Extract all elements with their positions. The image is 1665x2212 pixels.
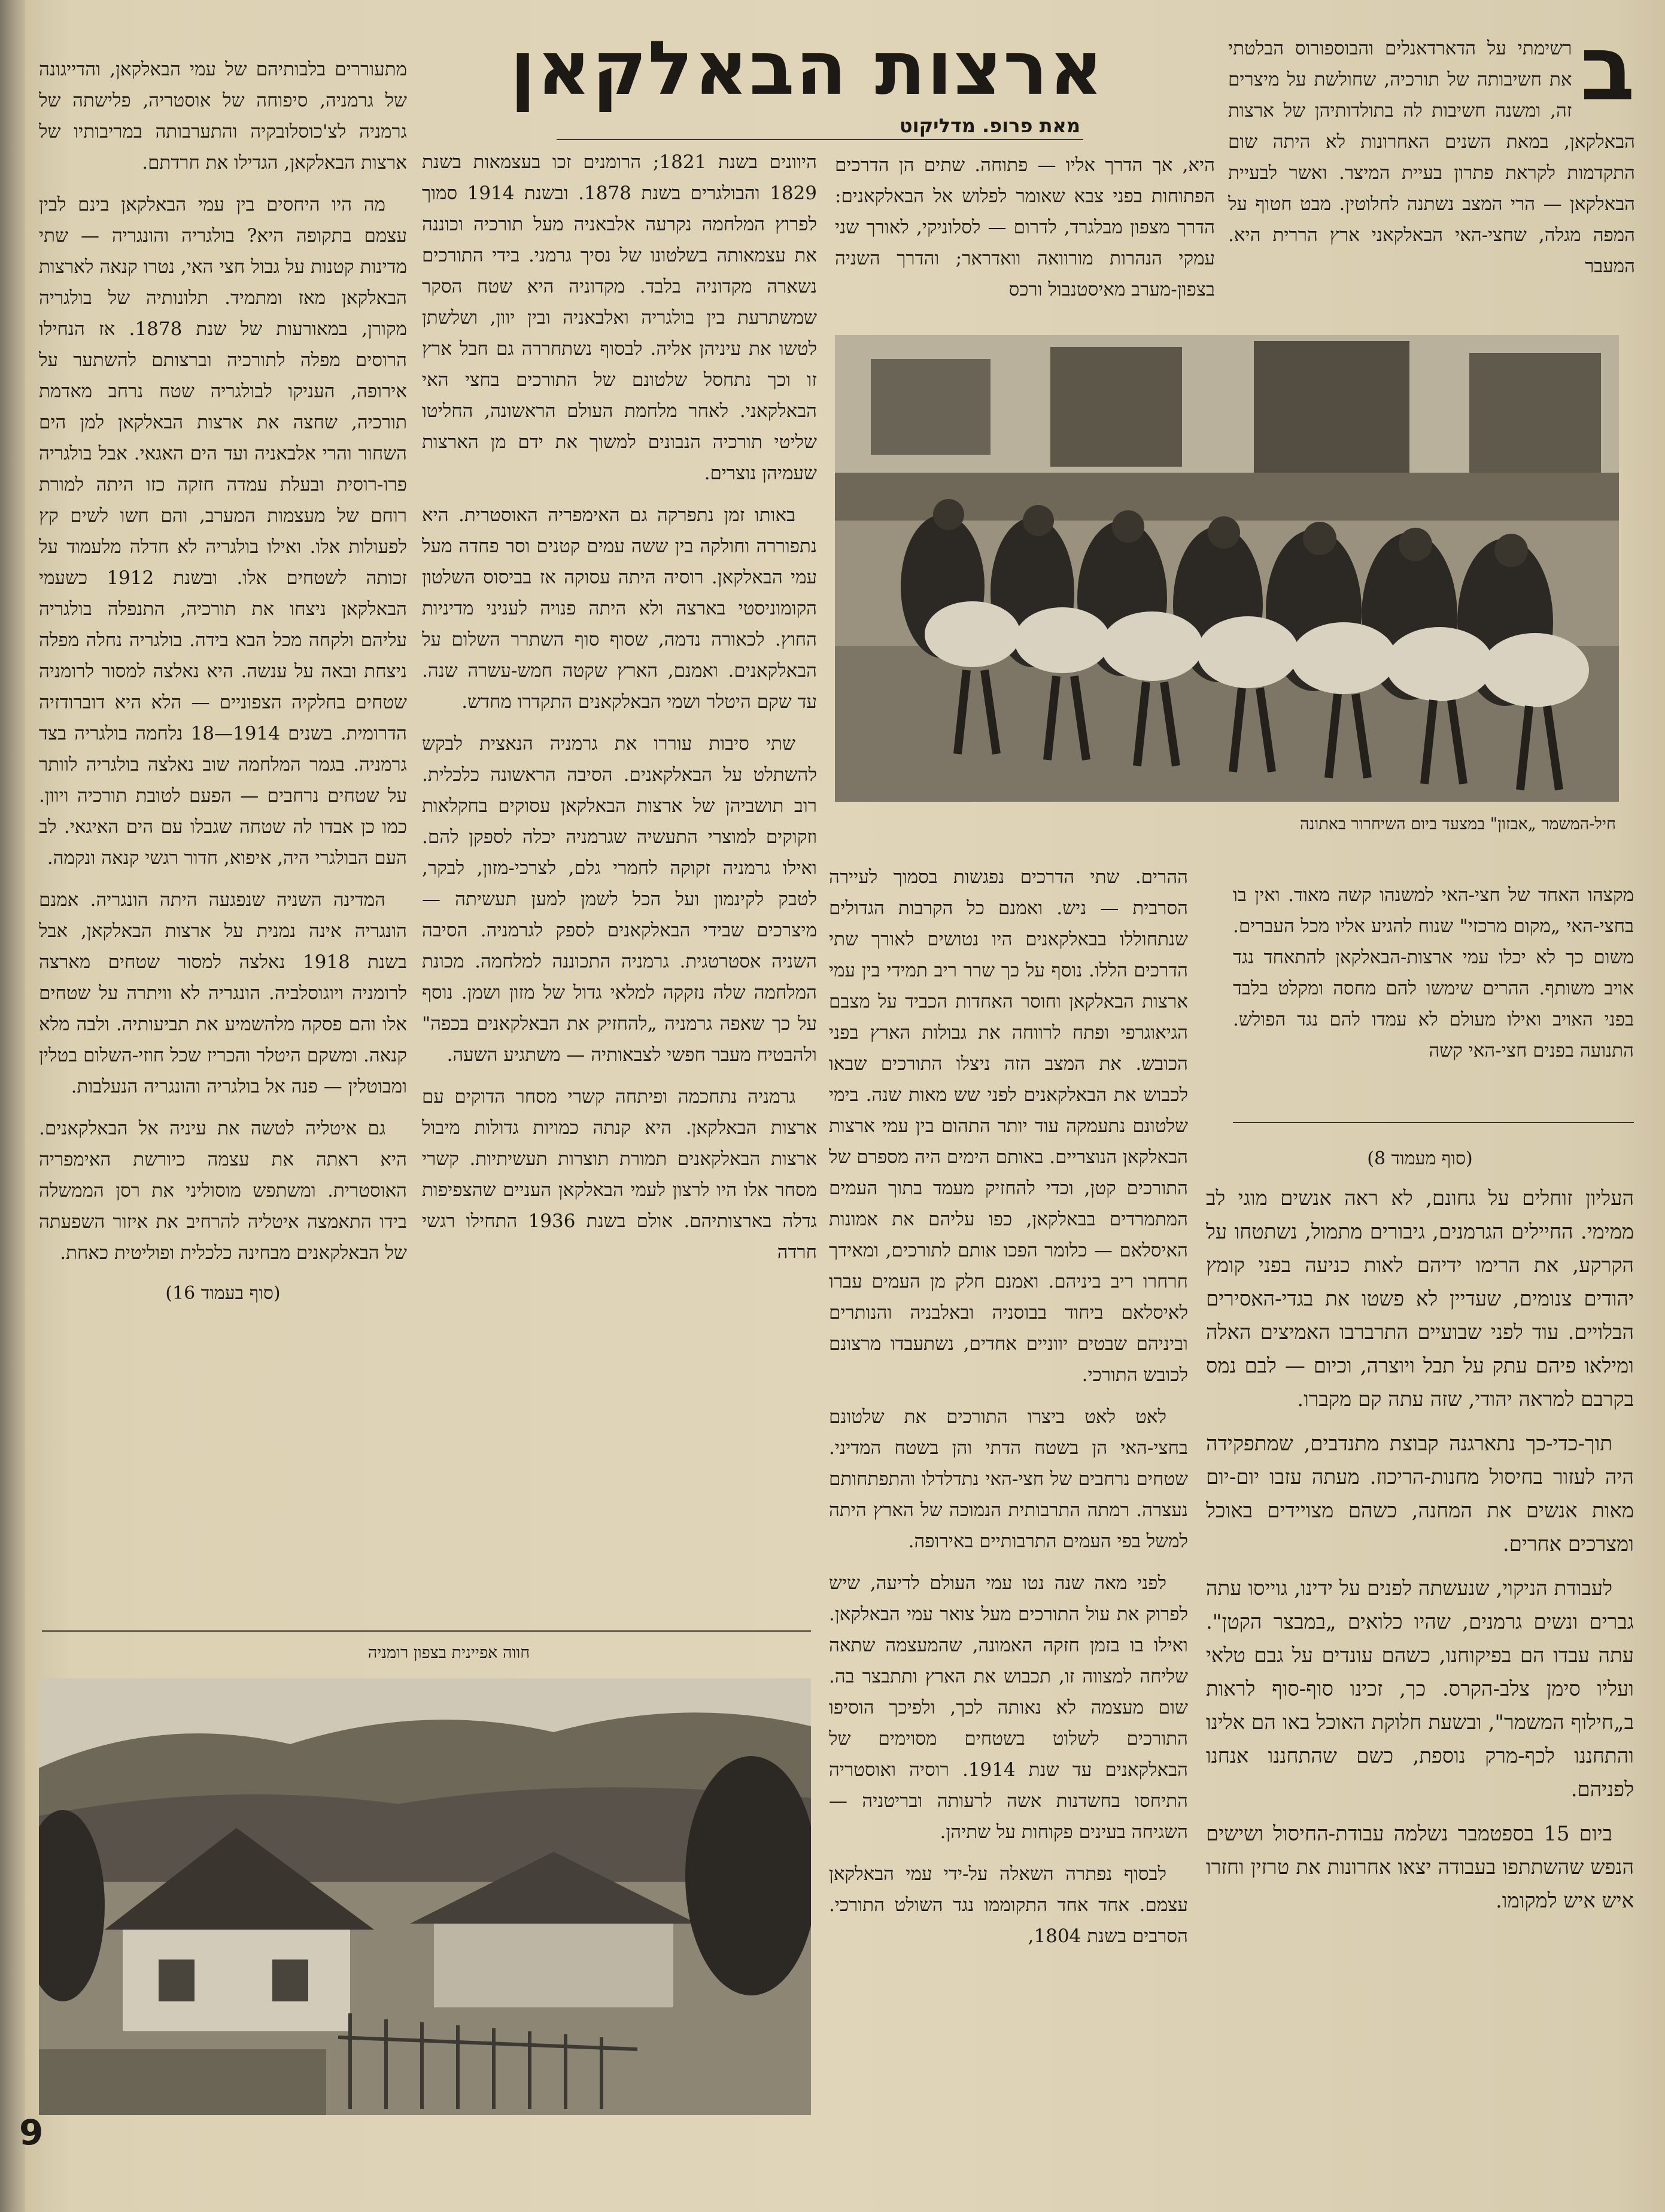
column-paragraph: היא, אך הדרך אליו — פתוחה. שתים הן הדרכים הפתוחות בפני צבא שאומר לפלוש אל הבאלקאנים: הדרך מצפון מבלגרד, לדרום — לסלוניקי, לאורך שני עמקי הנהרות מורוואה וואדראר; והדרך השניה בצפון-מערב מאיסטנבול ורכס — [835, 154, 1215, 300]
column-paragraph: ביום 15 בספטמבר נשלמה עבודת-החיסול ושישים הנפש שהשתתפו בעבודה יצאו אחרונות את טרזין וחזרו איש איש למקומו. — [1206, 1822, 1634, 1913]
column-paragraph: תוך-כדי-כך נתארגנה קבוצת מתנדבים, שמתפקידה היה לעזור בחיסול מחנות-הריכוז. מעתה עזבו יום-יום מאות אנשים את המחנה, כשהם מצויידים באוכל ומצרכים אחרים. — [1206, 1432, 1634, 1556]
farm-photo-image — [39, 1678, 811, 2115]
header-rule — [557, 139, 1083, 140]
column-paragraph: מתעוררים בלבותיהם של עמי הבאלקאן, והדייגונה של גרמניה, סיפוחה של אוסטריה, פלישתה של גרמניה לצ'כוסלובקיה והתערבותה במריבותיו של ארצות הבאלקאן, הגדילו את חרדתם. — [39, 59, 407, 174]
column-paragraph: לאט לאט ביצרו התורכים את שלטונם בחצי-האי הן בשטח הדתי והן בשטח המדיני. שטחים נרחבים של חצי-האי נתדלדלו והתפתחותם נעצרה. רמתה התרבותית הנמוכה של הארץ היתה למשל בפי העמים התרבותיים באירופה. — [829, 1406, 1188, 1552]
column-4 — [39, 54, 407, 1621]
parade-photo-image — [835, 335, 1619, 802]
column-5 — [829, 862, 1188, 2166]
continued-from-note: (סוף מעמוד 8) — [1367, 1148, 1473, 1169]
column-paragraph: המדינה השניה שנפגעה היתה הונגריה. אמנם הונגריה אינה נמנית על ארצות הבאלקאן, אבל בשנת 1918 נאלצה למסור שטחים מארצה לרומניה ויוגוסלביה. הונגריה לא וויתרה על שטחים אלו והם פסקה מלהשמיע את תביעותיה. ולבה מלא קנאה. ומשקם היטלר והכריז שכל חוזי-השלום בטלין ומבוטלין — פנה אל בולגריה והונגריה הנעלבות. — [39, 889, 407, 1097]
column-paragraph: לפני מאה שנה נטו עמי העולם לדיעה, שיש לפרוק את עול התורכים מעל צואר עמי הבאלקאן. ואילו בו בזמן חזקה האמונה, שהמעצמה שתאה שליחה למצווה זו, תכבוש את הארץ ותתבצר בה. שום מעצמה לא נאותה לכך, ולפיכך הוסיפו התורכים לשלוט בשטחים מסוימים של הבאלקאנים עד שנת 1914. רוסיה ואוסטריה התיחסו בחשדנות אשה לרעותה ובריטניה — השגיחה בעינים פקוחות על שתיהן. — [829, 1572, 1188, 1843]
column-paragraph: שתי סיבות עוררו את גרמניה הנאצית לבקש להשתלט על הבאלקאנים. הסיבה הראשונה כלכלית. רוב תושביהן של ארצות הבאלקאן עסוקים בחקלאות וזקוקים למוצרי התעשיה שגרמניה יכלה לספקן להם. ואילו גרמניה זקוקה לחמרי גלם, לצרכי-מזון, לבקר, לטבק לקינמון ועל הכל לשמן למען תעשיתה — מיצרכים שבידי הבאלקאנים לספק לגרמניה. הסיבה השניה אסטרטגית. גרמניה התכוננה למלחמה. מכונת המלחמה שלה נזקקה למלאי גדול של מזון ושמן. נוסף על כך שאפה גרמניה „להחזיק את הבאלקאנים בכפה" ולהבטיח מעבר חפשי לצבאותיה — משתגיע השעה. — [422, 733, 817, 1066]
parade-photo-caption: חיל-המשמר „אבזון" במצעד ביום השיחרור באתונה — [1300, 815, 1616, 833]
column-6 — [1233, 880, 1634, 1113]
column-paragraph: גרמניה נתחכמה ופיתחה קשרי מסחר הדוקים עם ארצות הבאלקאן. היא קנתה כמויות גדולות מיבול ארצות הבאלקאנים תמורת תוצרות תעשיתיות. קשרי מסחר אלו היו לרצון לעמי הבאלקאן העניים שהצפיפות גדלה בארצותיהם. אולם בשנת 1936 התחילו רגשי חרדה — [422, 1086, 817, 1263]
column-paragraph: העליון זוחלים על גחונם, לא ראה אנשים מוגי לב ממימי. החיילים הגרמנים, גיבורים מתמול, נשתטחו על הקרקע, את הרימו ידיהם לאות כניעה בפני קומץ יהודים צנומים, שעדיין לא פשטו את בגדי-האסירים הבלויים. עוד לפני שבועיים התרברבו האמיצים האלה ומילאו פיהם עתק על תבל ויוצרה, וכיום — לבם נמס בקרבם למראה יהודי, שזה עתה קם מקברו. — [1206, 1186, 1634, 1411]
column-paragraph: רשימתי על הדארדאנלים והבוספורוס הבלטתי את חשיבותה של תורכיה, שחולשת על מיצרים זה, ומשנה חשיבות לה בתולדותיהן של ארצות הבאלקאן, במאת השנים האחרונות לא היתה שום התקדמות לקראת פתרון בעיית המיצר. ואשר לבעיית הבאלקאן — הרי המצב נשתנה לחלוטין. מבט חטוף על המפה מגלה, שחצי-האי הבאלקאני ארץ הררית היא. המעבר — [1228, 38, 1635, 277]
continued-on-note: (סוף בעמוד 16) — [165, 1283, 281, 1304]
column-paragraph: ההרים. שתי הדרכים נפגשות בסמוך לעיירה הסרבית — ניש. ואמנם כל הקרבות הגדולים שנתחוללו בבאלקאנים היו נטושים לאורך שתי הדרכים הללו. נוסף על כך שרר ריב תמידי בין עמי ארצות הבאלקאן וחוסר האחדות הכביד על מצבם הגיאוגרפי ופתח לרווחה את גבולות הארץ בפני הכובש. את המצב הזה ניצלו התורכים שבאו לכבוש את הבאלקאנים לפני שש מאות שנה. בימי שלטונם נתעמקה עוד יותר התהום בין עמי ארצות הבאלקאן הנוצריים. באותם הימים היה מספרם של התורכים קטן, וכדי להחזיק מעמד בתוך העמים המתמרדים בבאלקאן, כפו עליהם את אמונות האיסלאם — כלומר הפכו אותם לתורכים, ומאידך חרחרו ריב ביניהם. ואמנם חלק מן העמים עברו לאיסלאם ביחוד בבוסניה ובאלבניה והנותרים וביניהם שבטים יווניים אחדים, נשתעבדו מרצונם לכובש התורכי. — [829, 866, 1188, 1386]
column-paragraph: לעבודת הניקוי, שנעשתה לפנים על ידינו, גוייסו עתה גברים ונשים גרמנים, שהיו כלואים „במבצר הקטן". עתה עבדו הם בפיקוחנו, כשהם עונדים על גבם טלאי ועליו סימן צלב-הקרס. כך, זכינו סוף-סוף לראות ב„חילוף המשמר", ובשעת חלוקת האוכל באו הם אלינו והתחננו לכף-מרק נוספת, כשם שהתחננו אנחנו לפניהם. — [1206, 1577, 1634, 1802]
article-header — [510, 24, 1104, 144]
column-7 — [1206, 1140, 1634, 2151]
page-number: 9 — [19, 2112, 44, 2153]
article-byline: מאת פרופ. מדליקוט — [899, 114, 1080, 137]
column-paragraph: מה היו היחסים בין עמי הבאלקאן בינם לבין עצמם בתקופה היא? בולגריה והונגריה — שתי מדינות קטנות על גבול חצי האי, נטרו קנאה לארצות הבאלקאן מאז ומתמיד. תלונותיה של בולגריה מקורן, במאורעות של שנת 1878. אז הנחילו הרוסים מפלה לתורכיה וברצותם להשתער על אירופה, העניקו לבולגריה שטח נרחב מאדמת תורכיה, שחצה את ארצות הבאלקאן למן הים השחור והרי אלבאניה ועד הים האגאי. אבל בולגריה פרו-רוסית ובעלת עמדה חזקה כזו היתה למורת רוחם של מעצמות המערב, והם חשו לשים קץ לפעולות אלו. ואילו בולגריה לא חדלה מלעמוד על זכותה לשטחים אלו. ובשנת 1912 כשעמי הבאלקאן ניצחו את תורכיה, התנפלה בולגריה עליהם ולקחה מכל הבא בידה. בולגריה נחלה מפלה ניצחת ובאה על ענשה. היא נאלצה למסור לרומניה שטחים בחלקיה הצפוניים — הלא היא דוברודזיה הדרומית. בשנים 1914—18 נלחמה בולגריה בצד גרמניה. בגמר המלחמה שוב נאלצה בולגריה לוותר על שטחים נרחבים — הפעם לטובת תורכיה ויוון. כמו כן אבדו לה שטחה שגבלו עם הים האיגאי. לב העם הבולגרי היה, איפוא, חדור רגשי קנאה ונקמה. — [39, 194, 407, 869]
article-title: ארצות הבאלקאן — [510, 26, 1104, 112]
column-2 — [835, 150, 1215, 329]
column-paragraph: באותו זמן נתפרקה גם האימפריה האוסטרית. היא נתפוררה וחולקה בין ששה עמים קטנים וסר פחדה מעל עמי הבאלקאן. רוסיה היתה עסוקה אז בביסוס השלטון הקומוניסטי בארצה ולא היתה פנויה לעניני מדיניות החוץ. לכאורה נדמה, שסוף סוף השתרר השלום על הבאלקאנים. ואמנם, הארץ שקטה חמש-עשרה שנה. עד שקם היטלר ושמי הבאלקאנים התקדרו מחדש. — [422, 504, 817, 713]
photo-divider — [42, 1630, 811, 1632]
column-paragraph: מקצהו האחד של חצי-האי למשנהו קשה מאוד. ואין בו בחצי-האי „מקום מרכזי" שנוח להגיע אליו מכל העברים. משום כך לא יכלו עמי ארצות-הבאלקאן להתאחד נגד אויב משותף. ההרים שימשו להם מחסה ומקלט בלבד בפני האויב ואילו מעולם לא עמדו להם נגד הפולש. התנועה בפנים חצי-האי קשה — [1233, 884, 1634, 1061]
farm-photo — [39, 1678, 811, 2115]
column-paragraph: לבסוף נפתרה השאלה על-ידי עמי הבאלקאן עצמם. אחד אחד התקוממו נגד השולט התורכי. הסרבים בשנת 1804, — [829, 1863, 1188, 1947]
column-paragraph: גם איטליה לטשה את עיניה אל הבאלקאנים. היא ראתה את עצמה כיורשת האימפריה האוסטרית. ומשתפש מוסוליני את רסן הממשלה בידו התאמצה איטליה להרחיב את איזור השפעתה של הבאלקאנים מבחינה כלכלית ופוליטית כאחת. — [39, 1118, 407, 1264]
section-divider — [1233, 1122, 1634, 1123]
column-3 — [422, 147, 817, 1618]
page-binding-edge — [0, 0, 25, 2212]
drop-cap: ב — [1580, 33, 1635, 121]
column-paragraph: היוונים בשנת 1821; הרומנים זכו בעצמאות בשנת 1829 והבולגרים בשנת 1878. ובשנת 1914 סמוך לפרוץ המלחמה נקרעה אלבאניה מעל תורכיה וכוננה את עצמאותה בשלטונו של נסיך גרמני. בידי התורכים נשארה מקדוניה בלבד. מקדוניה היא שטח הסקר שמשתרעת בין בולגריה ואלבאניה ובין יוון, ושלשתן לטשו את עיניהן אליה. לבסוף נשתחררה גם חבל ארץ זו וכך נתחסל שלטונם של התורכים בחצי האי הבאלקאני. לאחר מלחמת העולם הראשונה, החליטו שליטי תורכיה הנבונים למשוך את ידם מן הארצות שעמיהן נוצרים. — [422, 151, 817, 484]
farm-photo-caption: חווה אפיינית בצפון רומניה — [367, 1644, 530, 1662]
parade-photo — [835, 335, 1619, 802]
